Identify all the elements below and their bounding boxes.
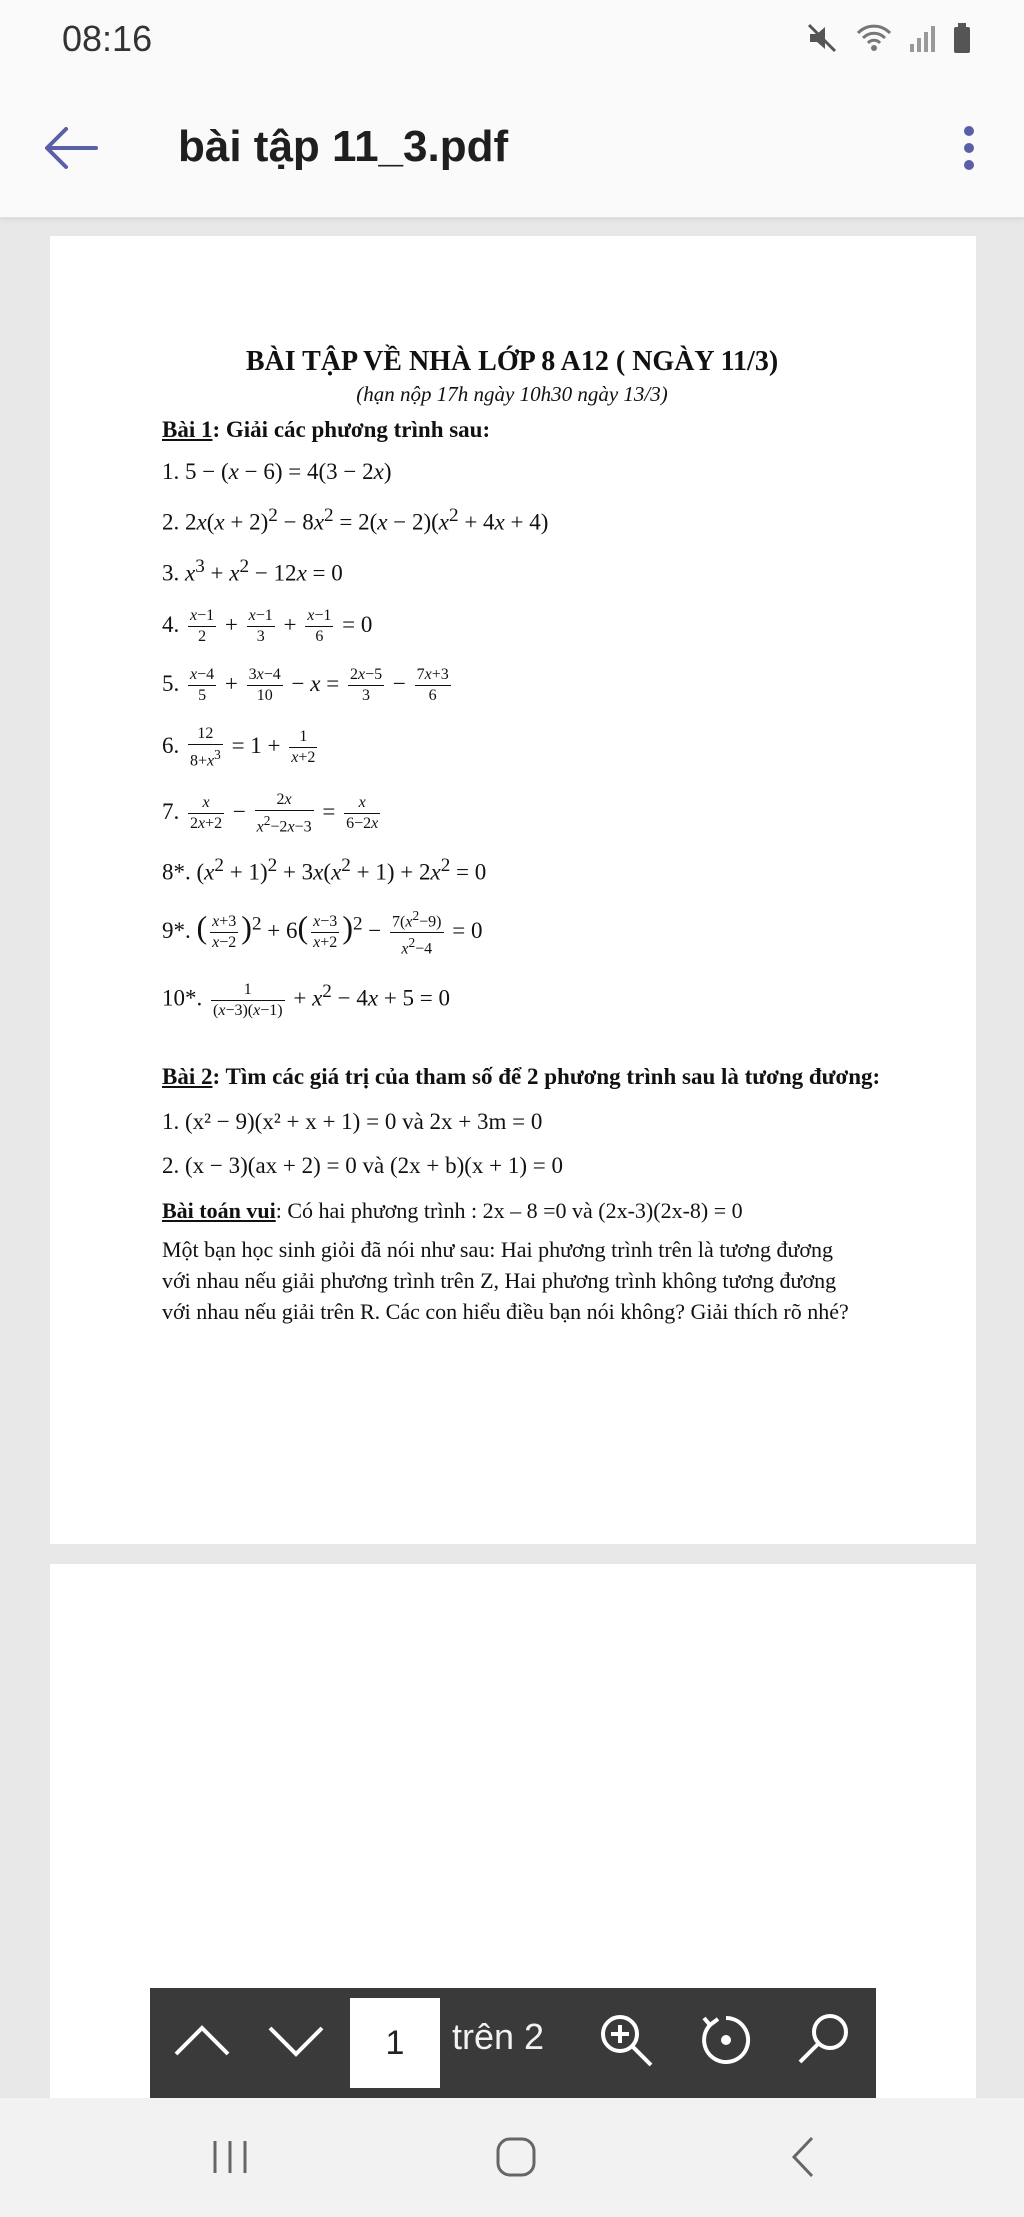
chevron-left-icon	[784, 2132, 824, 2187]
previous-page-button[interactable]	[166, 2006, 238, 2078]
status-time: 08:16	[62, 18, 153, 59]
next-page-button[interactable]	[260, 2006, 332, 2078]
bai2-item-2: 2. (x − 3)(ax + 2) = 0 và (2x + b)(x + 1) = 0	[162, 1153, 564, 1179]
problem-9: 9*. ( $\frac{x+3}{x-2}$ )$^2$ + 6( $\frac{x-3}{x+2}$ )$^2$ − $\frac{7(x^2-9)}{x^2-4}$ = 0	[162, 907, 483, 958]
document-subheading: (hạn nộp 17h ngày 10h30 ngày 13/3)	[356, 382, 668, 406]
problem-2: 2. $2x(x + 2)^2 - 8x^2 = 2(x - 2)(x^2 + 4x + 4)$	[162, 505, 549, 535]
problem-8: 8*. $(x^2 + 1)^2 + 3x(x^2 + 1) + 2x^2 = 0$	[162, 854, 487, 885]
pdf-toolbar	[150, 1988, 876, 2098]
chevron-down-icon	[266, 2020, 326, 2065]
document-title: bài tập 11_3.pdf	[178, 122, 509, 171]
arrow-left-icon	[42, 125, 98, 176]
page-number-input[interactable]: 1	[350, 1998, 440, 2088]
section-bai-1: Bài 1: Giải các phương trình sau:	[162, 417, 491, 442]
problem-5: 5. $\frac{x-4}{5}$ + $\frac{3x-4}{10}$ − x = $\frac{2x-5}{3}$ − $\frac{7x+3}{6}$	[162, 666, 449, 705]
search-button[interactable]	[788, 2006, 860, 2078]
status-bar	[0, 0, 1024, 82]
page-total: trên 2	[452, 2016, 545, 2057]
more-vertical-icon	[962, 125, 976, 176]
system-back-button[interactable]	[764, 2124, 844, 2194]
app-bar	[0, 82, 1024, 218]
status-icons	[804, 20, 972, 56]
battery-icon	[952, 20, 972, 56]
recent-apps-button[interactable]	[190, 2124, 270, 2194]
rotate-icon	[696, 2010, 756, 2075]
document-content	[162, 346, 922, 1327]
home-button[interactable]	[476, 2124, 556, 2194]
problem-4: 4. $\frac{x-1}{2}$ + $\frac{x-1}{3}$ + $\frac{x-1}{6}$ = 0	[162, 607, 373, 646]
rotate-button[interactable]	[690, 2006, 762, 2078]
search-icon	[794, 2010, 854, 2075]
back-button[interactable]	[40, 120, 100, 180]
zoom-in-icon	[596, 2010, 656, 2075]
problem-1: 1. 5 − (x − 6) = 4(3 − 2x)	[162, 459, 392, 484]
problem-10: 10*. $\frac{1}{(x-3)(x-1)}$ + $x^2 - 4x + 5 = 0$	[162, 981, 451, 1020]
problem-6: 6. $\frac{12}{8+x^3}$ = 1 + $\frac{1}{x+2}$	[162, 725, 316, 770]
home-icon	[491, 2132, 541, 2187]
system-nav-bar	[0, 2098, 1024, 2217]
zoom-in-button[interactable]	[590, 2006, 662, 2078]
document-heading: BÀI TẬP VỀ NHÀ LỚP 8 A12 ( NGÀY 11/3)	[245, 346, 779, 377]
section-bai-2: Bài 2: Tìm các giá trị của tham số để 2 phương trình sau là tương đương:	[162, 1064, 881, 1090]
signal-icon	[908, 20, 938, 56]
pdf-page-1[interactable]	[50, 236, 976, 1544]
chevron-up-icon	[172, 2020, 232, 2065]
fun-problem-title: Bài toán vui: Có hai phương trình : 2x – 8 =0 và (2x-3)(2x-8) = 0	[162, 1198, 743, 1224]
recent-apps-icon	[205, 2137, 255, 2182]
bai2-item-1: 1. (x² − 9)(x² + x + 1) = 0 và 2x + 3m = 0	[162, 1109, 543, 1135]
problem-7: 7. $\frac{x}{2x+2}$ − $\frac{2x}{x^2-2x-3}$ = $\frac{x}{6-2x}$	[162, 790, 379, 835]
fun-problem-text: Một bạn học sinh giỏi đã nói như sau: Hai phương trình trên là tương đương với nhau nếu giải phương trình trên Z, Hai phương trình không tương đương với nhau nếu giải trên R. Các con hiểu điều bạn nói không? Giải thích rõ nhé?	[162, 1237, 849, 1325]
mute-icon	[804, 20, 840, 56]
more-options-button[interactable]	[944, 120, 994, 180]
problem-3: 3. $x^3 + x^2 - 12x = 0$	[162, 555, 343, 586]
wifi-icon	[854, 20, 894, 56]
